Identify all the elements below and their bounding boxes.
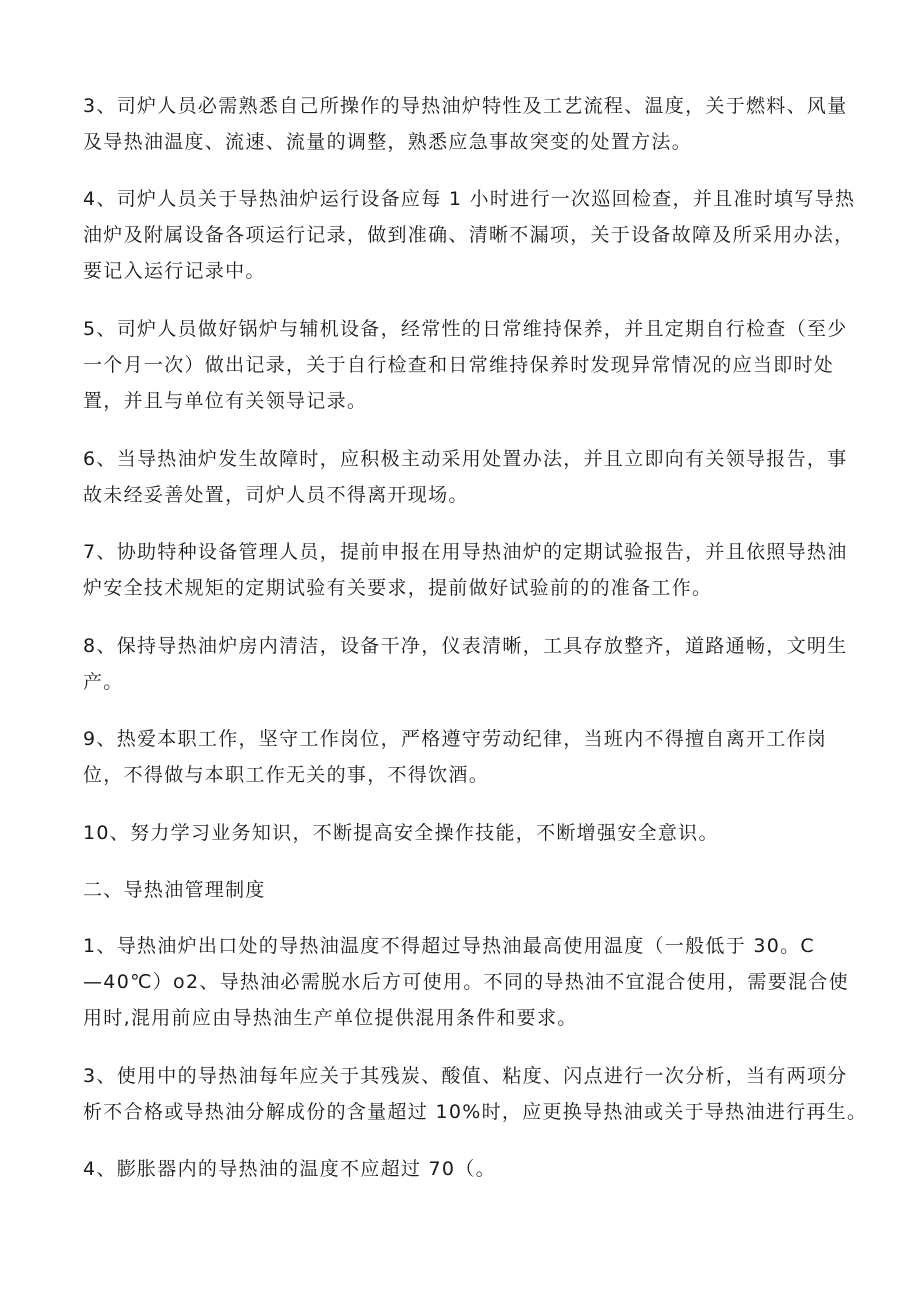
text-line: 及导热油温度、流速、流量的调整，熟悉应急事故突变的处置方法。 <box>83 131 693 153</box>
text-line: 4、司炉人员关于导热油炉运行设备应每 1 小时进行一次巡回检查，并且准时填写导热 <box>83 188 856 210</box>
paragraph-8-cleanliness <box>83 628 848 700</box>
paragraph-9-discipline <box>83 721 843 793</box>
text-line: 产。 <box>83 671 124 693</box>
text-line: 4、膨胀器内的导热油的温度不应超过 70（。 <box>83 1158 496 1180</box>
text-line: 油炉及附属设备各项运行记录，做到准确、清晰不漏项，关于设备故障及所采用办法， <box>83 224 855 246</box>
text-line: 6、当导热油炉发生故障时，应积极主动采用处置办法，并且立即向有关领导报告，事 <box>83 448 848 470</box>
text-line: 要记入运行记录中。 <box>83 260 266 282</box>
section-heading: 二、导热油管理制度 <box>83 879 266 901</box>
text-line: 7、协助特种设备管理人员，提前申报在用导热油炉的定期试验报告，并且依照导热油 <box>83 541 848 563</box>
paragraph-1-outlet-temperature <box>83 928 849 1036</box>
text-line: 析不合格或导热油分解成份的含量超过 10%时，应更换导热油或关于导热油进行再生。 <box>83 1101 868 1123</box>
text-line: 1、导热油炉出口处的导热油温度不得超过导热油最高使用温度（一般低于 30。C <box>83 935 815 957</box>
paragraph-3-operator-knowledge <box>83 88 848 160</box>
paragraph-5-maintenance <box>83 311 848 419</box>
paragraph-4-expansion-tank <box>83 1151 843 1187</box>
text-line: 故未经妥善处置，司炉人员不得离开现场。 <box>83 484 469 506</box>
paragraph-3-oil-analysis <box>83 1058 868 1130</box>
section-heading-oil-management <box>83 872 843 908</box>
text-line: 炉安全技术规矩的定期试验有关要求，提前做好试验前的的准备工作。 <box>83 577 713 599</box>
text-line: —40℃）o2、导热油必需脱水后方可使用。不同的导热油不宜混合使用，需要混合使 <box>83 971 849 993</box>
text-line: 9、热爱本职工作，坚守工作岗位，严格遵守劳动纪律，当班内不得擅自离开工作岗 <box>83 728 828 750</box>
text-line: 位，不得做与本职工作无关的事，不得饮酒。 <box>83 764 490 786</box>
text-line: 3、司炉人员必需熟悉自己所操作的导热油炉特性及工艺流程、温度，关于燃料、风量 <box>83 95 848 117</box>
text-line: 置，并且与单位有关领导记录。 <box>83 390 368 412</box>
text-line: 10、努力学习业务知识，不断提高安全操作技能，不断增强安全意识。 <box>83 822 719 844</box>
text-line: 5、司炉人员做好锅炉与辅机设备，经常性的日常维持保养，并且定期自行检查（至少 <box>83 318 848 340</box>
paragraph-6-fault-handling <box>83 441 848 513</box>
text-line: 3、使用中的导热油每年应关于其残炭、酸值、粘度、闪点进行一次分析，当有两项分 <box>83 1065 848 1087</box>
text-line: 8、保持导热油炉房内清洁，设备干净，仪表清晰，工具存放整齐，道路通畅，文明生 <box>83 635 848 657</box>
paragraph-4-inspection <box>83 181 856 289</box>
text-line: 一个月一次）做出记录，关于自行检查和日常维持保养时发现异常情况的应当即时处 <box>83 354 835 376</box>
paragraph-7-periodic-test <box>83 534 848 606</box>
text-line: 用时,混用前应由导热油生产单位提供混用条件和要求。 <box>83 1007 578 1029</box>
paragraph-10-learning <box>83 815 843 851</box>
